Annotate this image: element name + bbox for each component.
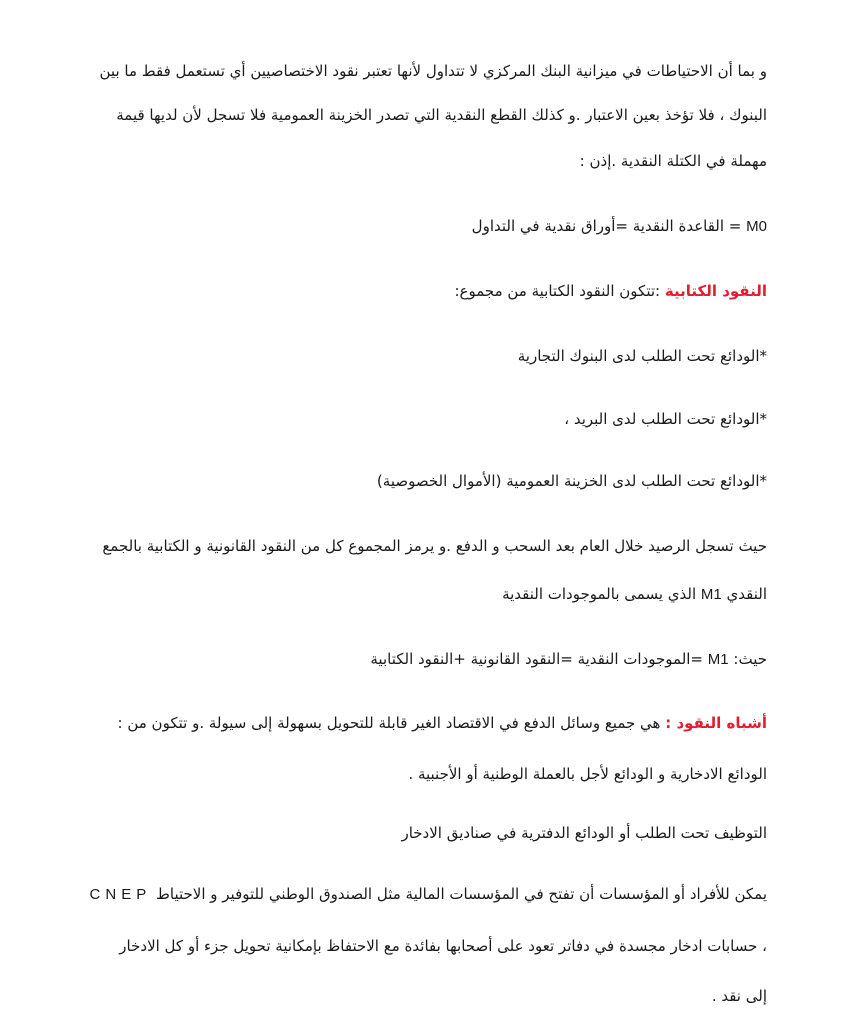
paragraph-line (95, 150, 767, 172)
paragraph-line (95, 104, 767, 126)
written-money-heading-line (95, 280, 767, 302)
text-span: *الودائع تحت الطلب لدى البنوك التجارية (517, 347, 767, 365)
list-item (95, 408, 767, 430)
text-span: *الودائع تحت الطلب لدى الخزينة العمومية (الأموال الخصوصية) (376, 472, 767, 490)
equation-m0 (95, 215, 767, 238)
list-item (95, 345, 767, 367)
paragraph-line (95, 763, 767, 785)
cnep-acronym: CNEP (89, 886, 152, 903)
text-span: *الودائع تحت الطلب لدى البريد ، (564, 410, 767, 428)
text-span: البنوك ، فلا تؤخذ بعين الاعتبار .و كذلك القطع النقدية التي تصدر الخزينة العمومية فلا تسجل لأن لديها قيمة (116, 106, 767, 124)
text-span: مهملة في الكتلة النقدية .إذن : (579, 152, 767, 170)
text-span: ، حسابات ادخار مجسدة في دفاتر تعود على أصحابها بفائدة مع الاحتفاظ بإمكانية تحويل جزء أو كل الادخار (119, 937, 767, 955)
text-span: الذي يسمى بالموجودات النقدية (502, 585, 697, 603)
text-span: النقدي (726, 585, 767, 603)
text-span: :تتكون النقود الكتابية من مجموع: (454, 282, 661, 300)
text-span: حيث تسجل الرصيد خلال العام بعد السحب و الدفع .و يرمز المجموع كل من النقود القانونية و الكتابية بالجمع (102, 537, 767, 555)
near-money-title: أشباه النقود : (665, 714, 767, 732)
paragraph-line (95, 822, 767, 844)
m0-symbol: M0 (746, 218, 767, 235)
equation-text: = القاعدة النقدية =أوراق نقدية في التداول (471, 217, 742, 235)
paragraph-line (95, 583, 767, 606)
m1-symbol: M1 (707, 651, 729, 668)
equation-m1 (95, 648, 767, 671)
paragraph-line (89, 883, 767, 906)
text-span: إلى نقد . (711, 987, 767, 1005)
equation-text: =الموجودات النقدية =النقود القانونية +النقود الكتابية (370, 650, 703, 668)
m1-symbol: M1 (700, 586, 722, 603)
paragraph-line (95, 60, 767, 82)
paragraph-line (95, 935, 767, 957)
paragraph-line (95, 535, 767, 557)
near-money-heading-line (95, 712, 767, 734)
text-span: حيث: (733, 650, 767, 668)
text-span: هي جميع وسائل الدفع في الاقتصاد الغير قابلة للتحويل بسهولة إلى سيولة .و تتكون من : (117, 714, 661, 732)
text-span: الودائع الادخارية و الودائع لأجل بالعملة الوطنية أو الأجنبية . (408, 765, 767, 783)
text-span: و بما أن الاحتياطات في ميزانية البنك المركزي لا تتداول لأنها تعتبر نقود الاختصاصيين أي تستعمل فقط ما بين (99, 62, 767, 80)
text-span: التوظيف تحت الطلب أو الودائع الدفترية في صناديق الادخار (401, 824, 767, 842)
written-money-title: النقود الكتابية (664, 282, 767, 300)
paragraph-line (95, 985, 767, 1007)
list-item (95, 470, 767, 492)
text-span: يمكن للأفراد أو المؤسسات أن تفتح في المؤسسات المالية مثل الصندوق الوطني للتوفير و الاحتياط (156, 885, 767, 903)
